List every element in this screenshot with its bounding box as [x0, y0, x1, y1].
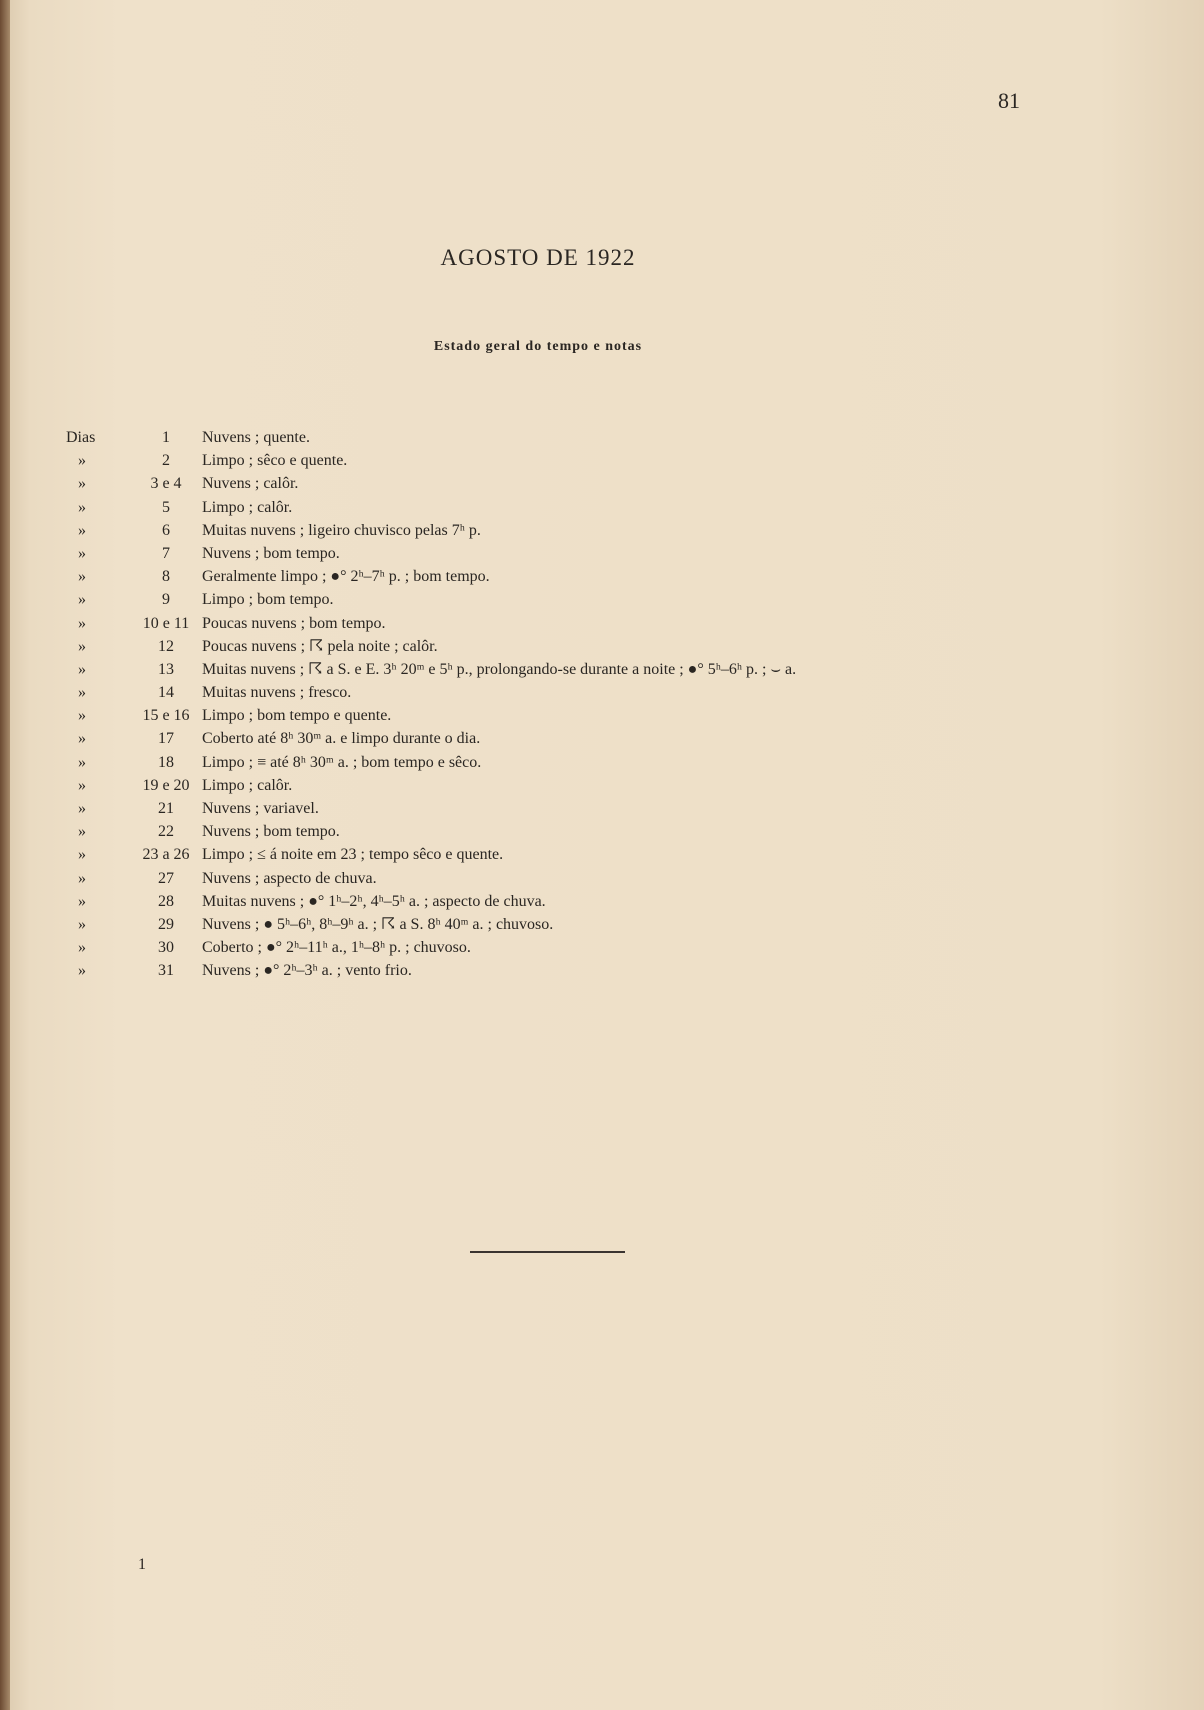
row-day: 29: [158, 915, 174, 933]
table-row: [66, 913, 1066, 936]
table-row: [66, 612, 1066, 635]
row-day: 14: [158, 684, 174, 702]
row-ditto-mark: »: [78, 939, 86, 957]
row-day: 6: [162, 521, 170, 539]
table-row: [66, 635, 1066, 658]
row-ditto-mark: »: [78, 800, 86, 817]
table-row: [66, 820, 1066, 843]
row-note: Coberto ; ●° 2ʰ–11ʰ a., 1ʰ–8ʰ p. ; chuvoso.: [202, 939, 471, 957]
row-day: 28: [158, 892, 174, 910]
row-day: 5: [162, 498, 170, 516]
row-day: 17: [158, 730, 174, 748]
row-ditto-mark: »: [78, 915, 86, 933]
row-note: Nuvens ; calôr.: [202, 475, 299, 493]
row-day: 18: [158, 753, 174, 771]
footer-signature-mark: 1: [138, 1556, 146, 1573]
row-note: Poucas nuvens ; ☈ pela noite ; calôr.: [202, 637, 438, 655]
row-day: 1: [162, 429, 170, 446]
table-row: [66, 496, 1066, 519]
table-row: [66, 426, 1066, 449]
page-number: 81: [998, 88, 1020, 113]
row-day: 8: [162, 568, 170, 586]
row-note: Coberto até 8ʰ 30ᵐ a. e limpo durante o dia.: [202, 730, 481, 748]
row-day: 10 e 11: [142, 614, 190, 632]
row-note: Nuvens ; bom tempo.: [202, 544, 340, 562]
row-ditto-mark: »: [78, 544, 86, 562]
row-note: Limpo ; bom tempo.: [202, 591, 334, 609]
row-day: 13: [158, 660, 174, 678]
row-day: 27: [158, 869, 174, 887]
row-note: Limpo ; ≡ até 8ʰ 30ᵐ a. ; bom tempo e sêco.: [202, 753, 482, 771]
row-note: Muitas nuvens ; ligeiro chuvisco pelas 7ʰ p.: [202, 521, 481, 539]
row-day: 3 e 4: [150, 475, 182, 493]
row-note: Muitas nuvens ; ☈ a S. e E. 3ʰ 20ᵐ e 5ʰ p., prolongando-se durante a noite ; ●° 5ʰ–6ʰ p. ; ⌣ a.: [202, 660, 797, 678]
table-row: [66, 936, 1066, 959]
row-ditto-mark: »: [78, 823, 86, 841]
row-ditto-mark: »: [78, 521, 86, 539]
row-ditto-mark: »: [78, 452, 86, 470]
row-ditto-mark: »: [78, 707, 86, 725]
section-subtitle: Estado geral do tempo e notas: [433, 339, 643, 354]
table-row: [66, 704, 1066, 727]
table-row: [66, 751, 1066, 774]
table-row: [66, 681, 1066, 704]
row-note: Nuvens ; bom tempo.: [202, 823, 340, 841]
row-ditto-mark: »: [78, 730, 86, 748]
row-note: Nuvens ; ● 5ʰ–6ʰ, 8ʰ–9ʰ a. ; ☈ a S. 8ʰ 40ᵐ a. ; chuvoso.: [202, 915, 554, 933]
row-note: Poucas nuvens ; bom tempo.: [202, 614, 386, 632]
row-day: 2: [162, 452, 170, 470]
row-label-dias: Dias: [66, 429, 96, 446]
row-day: 30: [158, 939, 174, 957]
row-note: Geralmente limpo ; ●° 2ʰ–7ʰ p. ; bom tempo.: [202, 568, 490, 586]
row-note: Limpo ; calôr.: [202, 776, 293, 794]
row-ditto-mark: »: [78, 475, 86, 493]
row-ditto-mark: »: [78, 776, 86, 794]
row-ditto-mark: »: [78, 846, 86, 864]
row-note: Muitas nuvens ; ●° 1ʰ–2ʰ, 4ʰ–5ʰ a. ; aspecto de chuva.: [202, 892, 546, 910]
row-ditto-mark: »: [78, 614, 86, 632]
table-row: [66, 519, 1066, 542]
weather-notes-table: [66, 426, 1066, 983]
table-row: [66, 959, 1066, 982]
row-note: Nuvens ; variavel.: [202, 800, 319, 817]
row-note: Nuvens ; quente.: [202, 429, 310, 446]
row-day: 21: [158, 800, 174, 817]
table-row: [66, 542, 1066, 565]
row-day: 22: [158, 823, 174, 841]
row-ditto-mark: »: [78, 498, 86, 516]
row-day: 15 e 16: [142, 707, 190, 725]
table-row: [66, 890, 1066, 913]
table-row: [66, 774, 1066, 797]
row-ditto-mark: »: [78, 660, 86, 678]
row-ditto-mark: »: [78, 591, 86, 609]
table-row: [66, 588, 1066, 611]
table-row: [66, 658, 1066, 681]
table-row: [66, 867, 1066, 890]
row-ditto-mark: »: [78, 637, 86, 655]
row-day: 7: [162, 544, 170, 562]
row-note: Limpo ; ≤ á noite em 23 ; tempo sêco e quente.: [202, 846, 504, 864]
table-row: [66, 727, 1066, 750]
row-note: Limpo ; calôr.: [202, 498, 293, 516]
row-note: Limpo ; sêco e quente.: [202, 452, 348, 470]
row-day: 12: [158, 637, 174, 655]
row-day: 31: [158, 962, 174, 980]
table-row: [66, 843, 1066, 866]
table-row: [66, 565, 1066, 588]
row-ditto-mark: »: [78, 684, 86, 702]
row-day: 19 e 20: [142, 776, 190, 794]
row-note: Nuvens ; aspecto de chuva.: [202, 869, 377, 887]
page-title: AGOSTO DE 1922: [440, 245, 636, 270]
end-rule-divider: [470, 1251, 625, 1253]
row-ditto-mark: »: [78, 568, 86, 586]
row-day: 23 a 26: [142, 846, 190, 864]
row-ditto-mark: »: [78, 869, 86, 887]
table-row: [66, 472, 1066, 495]
table-row: [66, 797, 1066, 820]
row-ditto-mark: »: [78, 892, 86, 910]
row-ditto-mark: »: [78, 753, 86, 771]
row-day: 9: [162, 591, 170, 609]
row-note: Muitas nuvens ; fresco.: [202, 684, 352, 702]
table-row: [66, 449, 1066, 472]
row-ditto-mark: »: [78, 962, 86, 980]
row-note: Nuvens ; ●° 2ʰ–3ʰ a. ; vento frio.: [202, 962, 412, 980]
row-note: Limpo ; bom tempo e quente.: [202, 707, 392, 725]
